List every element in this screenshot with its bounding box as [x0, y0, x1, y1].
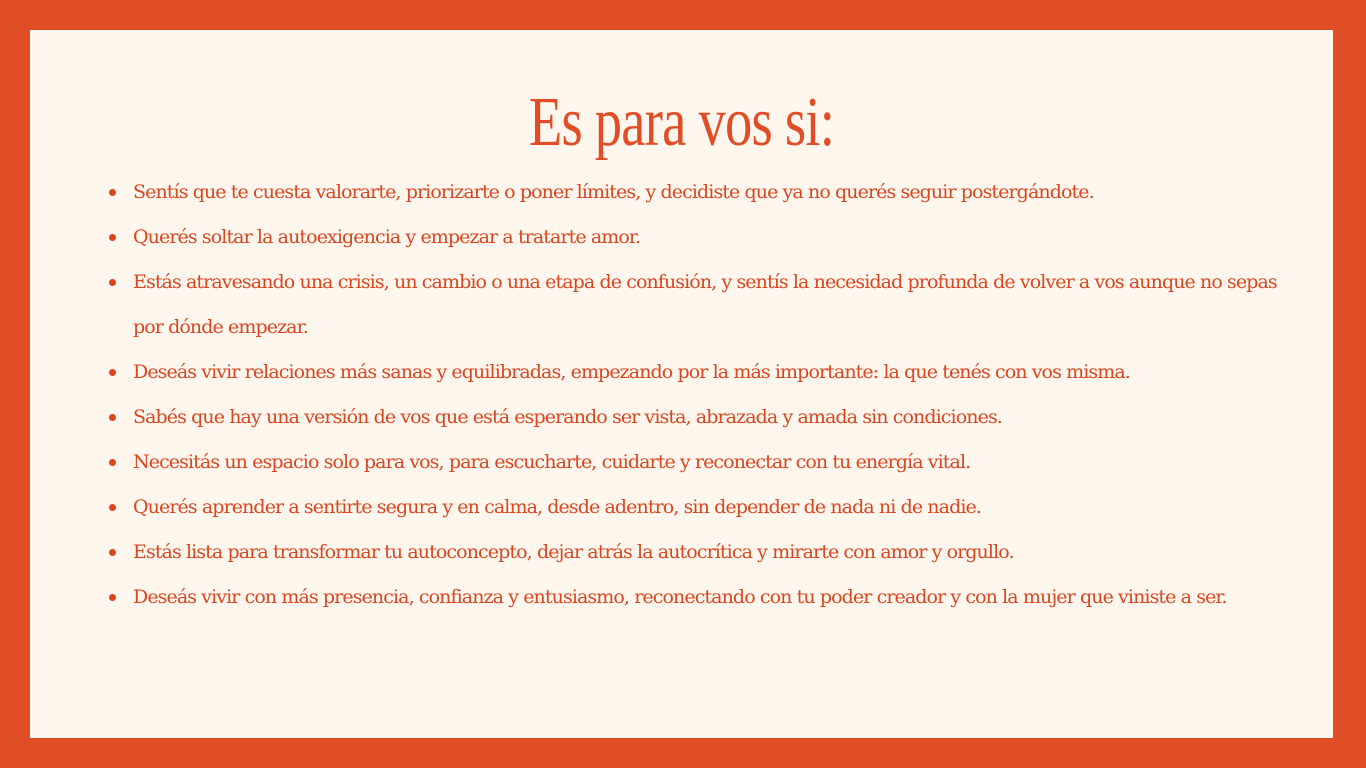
bullet-icon — [109, 594, 116, 601]
slide-card — [30, 30, 1333, 738]
bullet-icon — [109, 414, 116, 421]
list-item — [133, 350, 1309, 395]
list-item-text: Estás atravesando una crisis, un cambio o una etapa de confusión, y sentís la necesidad profunda de volver a vos aunque no sepas por dónde empezar. — [133, 271, 1277, 338]
list-item-text: Deseás vivir con más presencia, confianza y entusiasmo, reconectando con tu poder creador y con la mujer que viniste a ser. — [133, 586, 1227, 608]
list-item-text: Querés soltar la autoexigencia y empezar a tratarte amor. — [133, 226, 641, 248]
list-item — [133, 170, 1309, 215]
list-item — [133, 215, 1309, 260]
bullet-icon — [109, 189, 116, 196]
list-item — [133, 530, 1309, 575]
list-item — [133, 575, 1309, 620]
list-item-text: Sentís que te cuesta valorarte, priorizarte o poner límites, y decidiste que ya no querés seguir postergándote. — [133, 181, 1094, 203]
criteria-list — [133, 170, 1309, 620]
slide-title: Es para vos si: — [528, 84, 835, 161]
list-item — [133, 395, 1309, 440]
list-item-text: Querés aprender a sentirte segura y en calma, desde adentro, sin depender de nada ni de nadie. — [133, 496, 981, 518]
bullet-icon — [109, 549, 116, 556]
bullet-icon — [109, 504, 116, 511]
bullet-icon — [109, 234, 116, 241]
bullet-icon — [109, 369, 116, 376]
bullet-icon — [109, 279, 116, 286]
list-item — [133, 260, 1309, 350]
list-item-text: Estás lista para transformar tu autoconcepto, dejar atrás la autocrítica y mirarte con amor y orgullo. — [133, 541, 1014, 563]
list-item — [133, 440, 1309, 485]
list-item-text: Deseás vivir relaciones más sanas y equilibradas, empezando por la más importante: la que tenés con vos misma. — [133, 361, 1130, 383]
list-item-text: Necesitás un espacio solo para vos, para escucharte, cuidarte y reconectar con tu energía vital. — [133, 451, 971, 473]
list-item — [133, 485, 1309, 530]
list-item-text: Sabés que hay una versión de vos que está esperando ser vista, abrazada y amada sin condiciones. — [133, 406, 1002, 428]
bullet-icon — [109, 459, 116, 466]
